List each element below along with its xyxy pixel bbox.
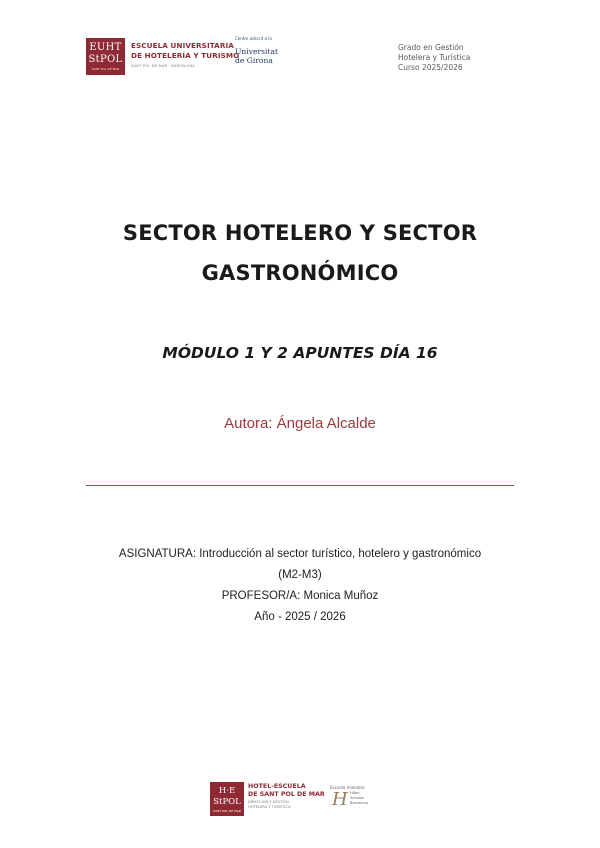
logo-text-line1: EUHT xyxy=(89,42,122,53)
professor-line: PROFESOR/A: Monica Muñoz xyxy=(221,590,379,602)
footer-sub-line2: HOTELERA Y TURÍSTICA xyxy=(248,804,291,809)
page-header xyxy=(86,36,526,82)
logo-text-line3: SANT POL DE MAR xyxy=(91,67,120,71)
udg-name-line2: de Girona xyxy=(235,56,273,65)
title-line2: GASTRONÓMICO xyxy=(201,261,399,285)
footer-name-line2: DE SANT POL DE MAR xyxy=(248,791,325,798)
footer-sub-line1: DIRECCIÓN Y GESTIÓN xyxy=(248,800,289,804)
partner-logo-mark: H xyxy=(332,789,348,810)
school-name-line1: ESCUELA UNIVERSITARIA xyxy=(131,41,234,50)
footer-logo-line3: SANT POL DE MAR xyxy=(213,809,241,813)
year-line: Año - 2025 / 2026 xyxy=(254,611,346,623)
logo-text-line2: StPOL xyxy=(88,54,123,65)
subject-info xyxy=(60,544,540,628)
school-name-line2: DE HOTELERÍA Y TURISMO xyxy=(131,51,240,60)
subject-line2: (M2-M3) xyxy=(278,569,322,581)
school-subtitle: SANT POL DE MAR · BARCELONA xyxy=(131,64,195,68)
document-subtitle: MÓDULO 1 Y 2 APUNTES DÍA 16 xyxy=(162,344,438,362)
hotel-escuela-logo xyxy=(210,782,244,816)
udg-adscription: Centre adscrit a la xyxy=(235,36,272,41)
course-line1: Grado en Gestión xyxy=(398,43,464,52)
author-line: Autora: Ángela Alcalde xyxy=(224,415,376,432)
udg-logo xyxy=(235,47,278,65)
partner-line2: Schools xyxy=(350,795,364,800)
subject-line1: ASIGNATURA: Introducción al sector turístico, hotelero y gastronómico xyxy=(118,548,482,560)
euht-stpol-logo xyxy=(86,38,125,75)
title-line1: SECTOR HOTELERO Y SECTOR xyxy=(122,221,478,245)
footer-logo-line1: H·E xyxy=(218,786,236,796)
partner-line1: Hôtel xyxy=(350,791,360,795)
partner-logo-text xyxy=(350,791,368,805)
course-info xyxy=(398,43,470,74)
partner-line3: Barcelona xyxy=(350,800,368,805)
school-name xyxy=(131,41,239,61)
hotel-escuela-subtitle xyxy=(248,800,290,809)
document-title xyxy=(60,213,540,293)
hotel-escuela-name xyxy=(248,783,325,799)
course-line3: Curso 2025/2026 xyxy=(398,63,463,73)
partner-caption: Escuela miembro xyxy=(330,785,365,790)
footer-logo-line2: StPOL xyxy=(213,797,241,807)
page-footer xyxy=(210,780,400,820)
udg-name-line1: Universitat xyxy=(235,47,279,56)
footer-name-line1: HOTEL-ESCUELA xyxy=(248,783,306,790)
divider-line xyxy=(86,485,514,486)
course-line2: Hotelera y Turística xyxy=(398,53,471,63)
